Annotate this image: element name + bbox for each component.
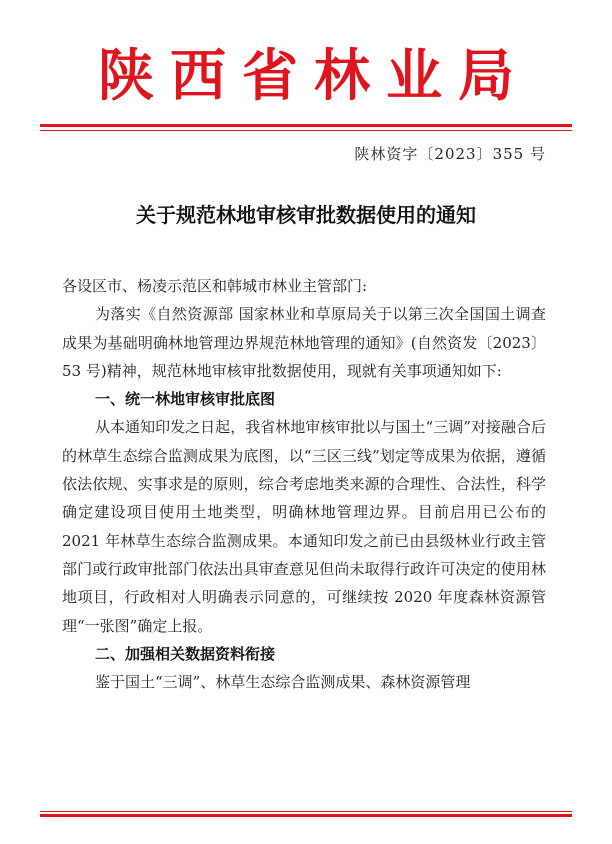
section-heading-1: 一、统一林地审核审批底图 — [95, 390, 276, 409]
document-number: 陕林资字〔2023〕355 号 — [354, 145, 546, 163]
header-rule-thin — [40, 130, 572, 131]
document-body — [62, 272, 546, 696]
footer-rule-thin — [40, 811, 572, 812]
header-rule-thick — [40, 124, 572, 127]
document-title: 关于规范林地审核审批数据使用的通知 — [136, 203, 476, 227]
intro-paragraph: 为落实《自然资源部 国家林业和草原局关于以第三次全国国土调查成果为基础明确林地管理边界规范林地管理的通知》(自然资发〔2023〕53 号)精神，规范林地审核审批数据使用，现就有关事项通知如下: — [62, 305, 546, 380]
section-2-paragraph: 鉴于国土“三调”、林草生态综合监测成果、森林资源管理 — [95, 673, 471, 692]
addressee-line: 各设区市、杨凌示范区和韩城市林业主管部门: — [62, 277, 368, 295]
section-1-paragraph: 从本通知印发之日起，我省林地审核审批以与国土“三调”对接融合后的林草生态综合监测成果为底图，以“三区三线”划定等成果为依据，遵循依法依规、实事求是的原则，综合考虑地类来源的合理性、合法性，科学确定建设项目使用土地类型，明确林地管理边界。目前启用已公布的 2021 年林草生态综合监测成果。本通知印发之前已由县级林业行政主管部门或行政审批部门依法出具审查意见但尚未取得行政许可决定的使用林地项目，行政相对人明确表示同意的，可继续按 2020 年度森林资源管理“一张图”确定上报。 — [62, 418, 546, 635]
section-heading-2: 二、加强相关数据资料衔接 — [95, 644, 276, 663]
agency-masthead: 陕西省林业局 — [98, 43, 530, 109]
footer-rule-thick — [40, 814, 572, 817]
